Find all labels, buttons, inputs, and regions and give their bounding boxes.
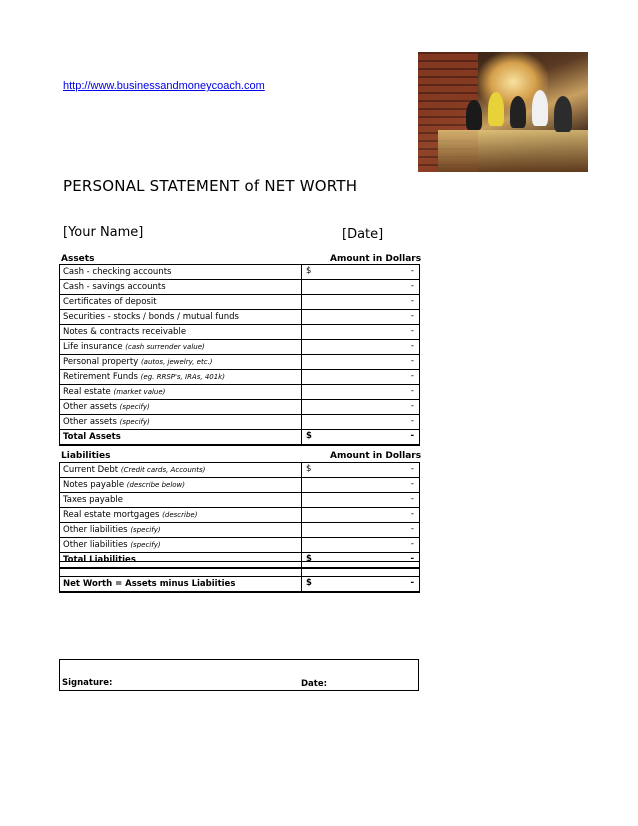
row-label: Retirement Funds — [63, 372, 141, 382]
row-label: Real estate mortgages — [63, 510, 163, 520]
row-note: (cash surrender value) — [125, 343, 205, 351]
row-label-cell — [60, 538, 302, 553]
amount-value: - — [410, 296, 414, 306]
row-label: Taxes payable — [63, 495, 123, 505]
blank-row — [60, 562, 420, 577]
assets-header: Assets — [61, 254, 95, 264]
row-label: Cash - checking accounts — [63, 267, 172, 277]
amount-value: - — [410, 494, 414, 504]
row-label-cell — [60, 400, 302, 415]
row-label-cell — [60, 430, 302, 446]
signature-date-label: Date: — [301, 679, 328, 689]
row-label-cell — [60, 493, 302, 508]
row-note: (specify) — [130, 541, 161, 549]
amount-value: - — [410, 266, 414, 276]
row-note: (specify) — [119, 403, 150, 411]
table-row — [60, 415, 420, 430]
date-field[interactable]: [Date] — [342, 227, 384, 242]
amount-value: - — [410, 509, 414, 519]
row-note: (describe) — [162, 511, 198, 519]
row-label-cell — [60, 478, 302, 493]
amount-value: - — [410, 386, 414, 396]
row-label-cell — [60, 295, 302, 310]
currency-symbol: $ — [306, 554, 312, 564]
row-label: Current Debt — [63, 465, 121, 475]
total-row — [60, 577, 420, 593]
row-label-cell — [60, 340, 302, 355]
table-row — [60, 280, 420, 295]
amount-cell[interactable] — [302, 523, 420, 538]
row-label: Life insurance — [63, 342, 126, 352]
amount-value: - — [410, 539, 414, 549]
amount-cell[interactable] — [302, 385, 420, 400]
row-note: (Credit cards, Accounts) — [120, 466, 206, 474]
assets-amount-header: Amount in Dollars — [330, 254, 422, 264]
website-link[interactable]: http://www.businessandmoneycoach.com — [63, 80, 265, 92]
row-note: (specify) — [130, 526, 161, 534]
table-row — [60, 340, 420, 355]
currency-symbol: $ — [306, 578, 312, 588]
amount-value: - — [410, 281, 414, 291]
table-row — [60, 538, 420, 553]
amount-cell[interactable] — [302, 340, 420, 355]
row-label: Certificates of deposit — [63, 297, 157, 307]
row-note: (market value) — [113, 388, 166, 396]
table-row — [60, 463, 420, 478]
amount-cell[interactable] — [302, 415, 420, 430]
amount-cell[interactable] — [302, 265, 420, 280]
amount-value: - — [410, 326, 414, 336]
amount-cell[interactable] — [302, 280, 420, 295]
amount-value: - — [410, 311, 414, 321]
signature-box[interactable] — [59, 659, 419, 691]
amount-cell[interactable] — [302, 400, 420, 415]
row-label: Total Liabilities — [63, 555, 136, 565]
table-row — [60, 493, 420, 508]
amount-value: - — [410, 371, 414, 381]
table-row — [60, 265, 420, 280]
amount-value: - — [410, 554, 414, 564]
row-label: Personal property — [63, 357, 141, 367]
currency-symbol: $ — [306, 464, 312, 474]
amount-cell[interactable] — [302, 310, 420, 325]
amount-cell[interactable] — [302, 493, 420, 508]
table-row — [60, 400, 420, 415]
amount-cell[interactable] — [302, 430, 420, 446]
amount-cell[interactable] — [302, 370, 420, 385]
row-label-cell — [60, 325, 302, 340]
row-label-cell — [60, 280, 302, 295]
amount-cell[interactable] — [302, 577, 420, 593]
assets-table — [59, 264, 420, 446]
net-worth-table — [59, 561, 420, 593]
meeting-photo — [418, 52, 588, 172]
total-row — [60, 430, 420, 446]
liabilities-table — [59, 462, 420, 569]
row-label: Cash - savings accounts — [63, 282, 166, 292]
row-label: Securities - stocks / bonds / mutual funds — [63, 312, 239, 322]
amount-cell[interactable] — [302, 295, 420, 310]
currency-symbol: $ — [306, 431, 312, 441]
amount-value: - — [410, 431, 414, 441]
row-label: Other assets — [63, 417, 120, 427]
row-note: (describe below) — [126, 481, 186, 489]
amount-value: - — [410, 341, 414, 351]
amount-value: - — [410, 416, 414, 426]
row-label: Other liabilities — [63, 540, 131, 550]
row-label-cell — [60, 265, 302, 280]
amount-value: - — [410, 356, 414, 366]
table-row — [60, 478, 420, 493]
row-label-cell — [60, 463, 302, 478]
amount-value: - — [410, 479, 414, 489]
table-row — [60, 295, 420, 310]
table-row — [60, 370, 420, 385]
table-row — [60, 355, 420, 370]
row-label-cell — [60, 355, 302, 370]
your-name-field[interactable]: [Your Name] — [63, 225, 144, 240]
row-label: Other liabilities — [63, 525, 131, 535]
row-note: (autos, jewelry, etc.) — [140, 358, 213, 366]
table-row — [60, 523, 420, 538]
table-row — [60, 325, 420, 340]
row-label: Notes & contracts receivable — [63, 327, 187, 337]
amount-value: - — [410, 464, 414, 474]
row-label-cell — [60, 523, 302, 538]
row-label: Real estate — [63, 387, 114, 397]
signature-label: Signature: — [62, 678, 113, 688]
amount-cell[interactable] — [302, 463, 420, 478]
row-label-cell — [60, 415, 302, 430]
table-row — [60, 508, 420, 523]
row-label: Other assets — [63, 402, 120, 412]
amount-value: - — [410, 401, 414, 411]
row-label-cell — [60, 310, 302, 325]
table-row — [60, 310, 420, 325]
page-title: PERSONAL STATEMENT of NET WORTH — [63, 177, 358, 195]
currency-symbol: $ — [306, 266, 312, 276]
row-label: Net Worth = Assets minus Liabiities — [63, 579, 236, 589]
amount-value: - — [410, 524, 414, 534]
liabilities-amount-header: Amount in Dollars — [330, 451, 422, 461]
amount-cell[interactable] — [302, 478, 420, 493]
row-label-cell — [60, 508, 302, 523]
table-row — [60, 385, 420, 400]
amount-cell[interactable] — [302, 508, 420, 523]
row-label: Notes payable — [63, 480, 127, 490]
row-label-cell — [60, 577, 302, 593]
amount-cell[interactable] — [302, 325, 420, 340]
amount-value: - — [410, 578, 414, 588]
row-label: Total Assets — [63, 432, 121, 442]
row-note: (eg. RRSP's, IRAs, 401k) — [140, 373, 225, 381]
row-label-cell — [60, 370, 302, 385]
row-note: (specify) — [119, 418, 150, 426]
amount-cell[interactable] — [302, 538, 420, 553]
liabilities-header: Liabilities — [61, 451, 111, 461]
row-label-cell — [60, 385, 302, 400]
amount-cell[interactable] — [302, 355, 420, 370]
